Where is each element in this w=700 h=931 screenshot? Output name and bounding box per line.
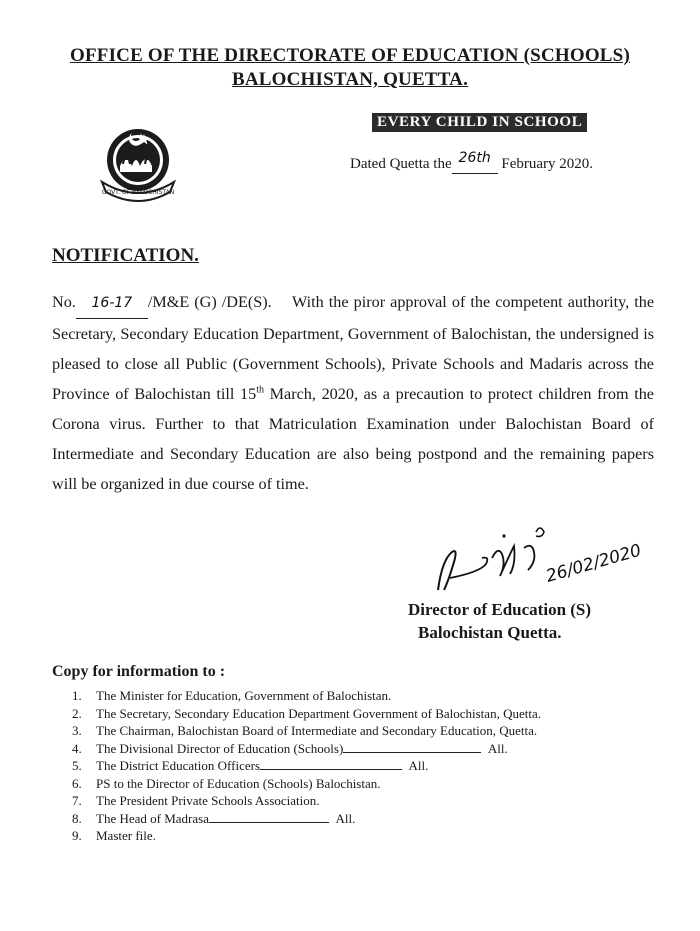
- copy-item-text: The Secretary, Secondary Education Department Government of Balochistan, Quetta.: [96, 705, 541, 721]
- copy-list-item: [60, 757, 660, 775]
- notification-no-handwritten: 16-17: [91, 295, 133, 311]
- copy-item-blank: [343, 740, 481, 753]
- copy-list-item: [60, 705, 660, 723]
- copy-item-number: 2.: [72, 705, 82, 721]
- copy-item-suffix: All.: [408, 758, 429, 773]
- notification-body: [52, 287, 654, 499]
- government-seal-icon: [92, 120, 184, 212]
- copy-item-number: 1.: [72, 688, 82, 703]
- copy-item-text: The Minister for Education, Government of Balochistan.: [96, 688, 392, 703]
- letterhead-line-2: BALOCHISTAN, QUETTA.: [231, 69, 469, 90]
- dated-day-blank: [452, 150, 498, 174]
- signature-date-handwritten: 26/02/2020: [543, 540, 644, 587]
- notification-title: NOTIFICATION.: [52, 245, 199, 266]
- letterhead-line-1: OFFICE OF THE DIRECTORATE OF EDUCATION (SCHOOLS): [70, 45, 630, 66]
- signatory-title-line-1: Director of Education (S): [408, 600, 592, 619]
- copy-title: Copy for information to :: [52, 663, 226, 680]
- copy-item-number: 8.: [72, 810, 82, 826]
- motto-banner: EVERY CHILD IN SCHOOL: [372, 113, 587, 132]
- copy-item-text: The Chairman, Balochistan Board of Intermediate and Secondary Education, Quetta.: [96, 723, 538, 738]
- copy-item-text: The Head of Madrasa: [96, 810, 209, 826]
- copy-item-text: The District Education Officers: [96, 758, 261, 773]
- copy-item-suffix: All.: [487, 740, 508, 756]
- copy-list-item: [60, 810, 660, 828]
- notification-no-prefix: No.: [52, 293, 76, 311]
- notification-text-superscript: th: [256, 384, 264, 396]
- copy-list-item: [60, 827, 660, 845]
- copy-item-text: The President Private Schools Association.: [96, 793, 320, 808]
- copy-item-number: 7.: [72, 793, 82, 808]
- copy-list-item: [60, 792, 660, 810]
- signatory-title-line-2: Balochistan Quetta.: [418, 623, 562, 642]
- letterhead: [0, 44, 700, 92]
- copy-item-text: Master file.: [96, 828, 156, 843]
- copy-item-text: The Divisional Director of Education (Schools): [96, 740, 344, 756]
- copy-item-blank: [209, 810, 329, 823]
- copy-list-item: [60, 722, 660, 740]
- copy-item-number: 9.: [72, 828, 82, 843]
- copy-item-number: 6.: [72, 775, 82, 791]
- copy-item-suffix: All.: [335, 810, 356, 826]
- copy-list-item: [60, 740, 660, 758]
- copy-item-number: 4.: [72, 740, 82, 756]
- copy-item-number: 5.: [72, 758, 82, 773]
- copy-list-item: [60, 687, 660, 705]
- dated-line: [350, 150, 594, 174]
- notification-text-part-1: With the piror approval of the competent authority, the Secretary, Secondary Education Department, Government of Balochistan, the undersigned is pleased to close all Public (Government Schools), Private Schools and Madaris across the Province of Balochistan till 15: [52, 293, 655, 403]
- signature-icon: [430, 518, 670, 596]
- notification-text-part-2: March, 2020, as a precaution to protect children from the Corona virus. Further to that Matriculation Examination under Balochistan Board of Intermediate and Secondary Education are also being postpond and the remaining papers will be organized in due course of time.: [52, 385, 654, 493]
- dated-suffix: February 2020.: [501, 156, 594, 172]
- notification-no-blank: [76, 287, 148, 319]
- dated-prefix: Dated Quetta the: [350, 156, 452, 172]
- notification-no-suffix: /M&E (G) /DE(S).: [147, 293, 272, 311]
- copy-item-number: 3.: [72, 723, 82, 738]
- copy-item-text: PS to the Director of Education (Schools) Balochistan.: [96, 775, 381, 791]
- signatory-block: [408, 598, 591, 644]
- copy-list: [60, 687, 660, 845]
- copy-item-blank: [260, 757, 402, 770]
- copy-list-item: [60, 775, 660, 793]
- seal-text: GOVT. OF BALOCHISTAN: [101, 189, 175, 196]
- dated-day-handwritten: 26th: [458, 150, 491, 166]
